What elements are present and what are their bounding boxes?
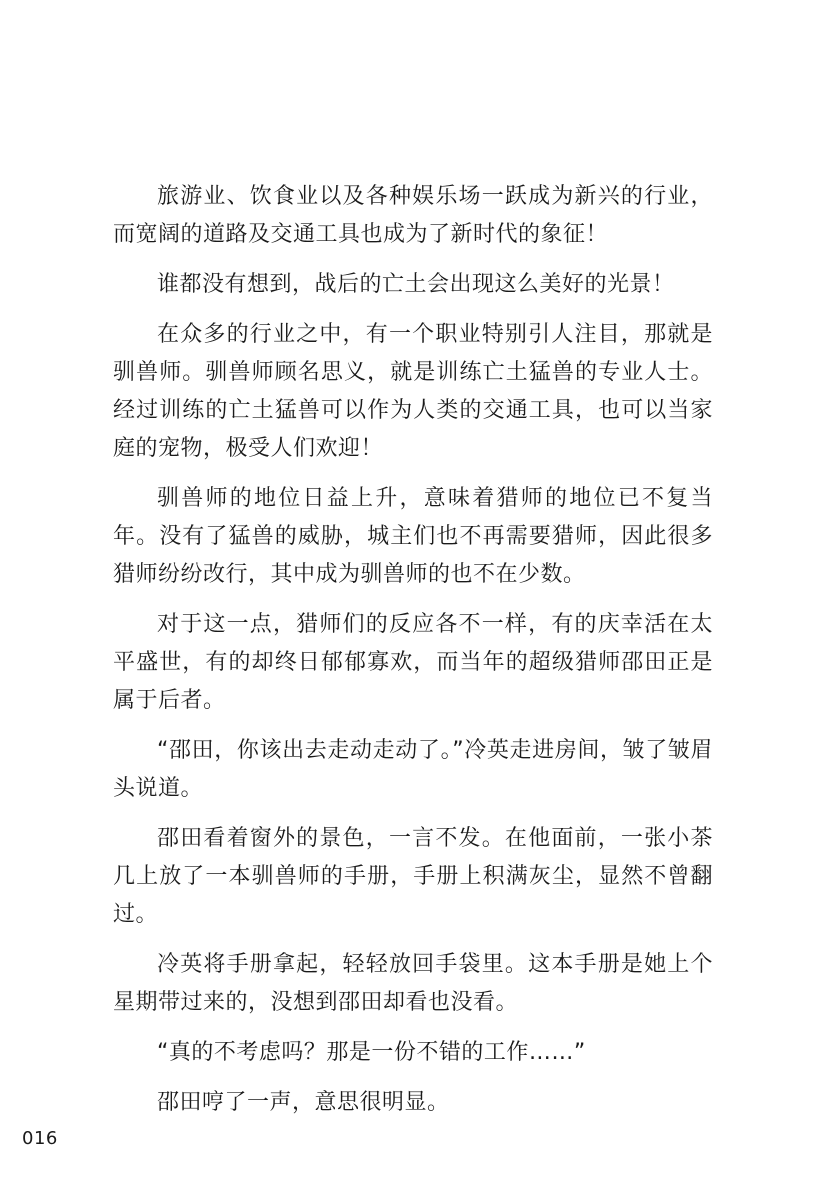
paragraph-5: 对于这一点，猎师们的反应各不一样，有的庆幸活在太平盛世，有的却终日郁郁寡欢，而当年的超级猎师邵田正是属于后者。 (113, 612, 713, 713)
paragraph-1: 旅游业、饮食业以及各种娱乐场一跃成为新兴的行业，而宽阔的道路及交通工具也成为了新时代的象征！ (113, 184, 713, 247)
paragraph-3: 在众多的行业之中，有一个职业特别引人注目，那就是驯兽师。驯兽师顾名思义，就是训练亡土猛兽的专业人士。经过训练的亡土猛兽可以作为人类的交通工具，也可以当家庭的宠物，极受人们欢迎！ (113, 322, 713, 461)
body-text (113, 178, 713, 1134)
paragraph-8: 冷英将手册拿起，轻轻放回手袋里。这本手册是她上个星期带过来的，没想到邵田却看也没看。 (113, 952, 713, 1015)
paragraph-6: “邵田，你该出去走动走动了。”冷英走进房间，皱了皱眉头说道。 (113, 738, 713, 801)
page-number: 016 (22, 1128, 58, 1149)
paragraph-2: 谁都没有想到，战后的亡土会出现这么美好的光景！ (157, 272, 675, 297)
paragraph-9: “真的不考虑吗？那是一份不错的工作……” (157, 1040, 586, 1065)
paragraph-7: 邵田看着窗外的景色，一言不发。在他面前，一张小茶几上放了一本驯兽师的手册，手册上积满灰尘，显然不曾翻过。 (113, 826, 713, 927)
paragraph-10: 邵田哼了一声，意思很明显。 (157, 1090, 450, 1115)
paragraph-4: 驯兽师的地位日益上升，意味着猎师的地位已不复当年。没有了猛兽的威胁，城主们也不再需要猎师，因此很多猎师纷纷改行，其中成为驯兽师的也不在少数。 (113, 486, 713, 587)
